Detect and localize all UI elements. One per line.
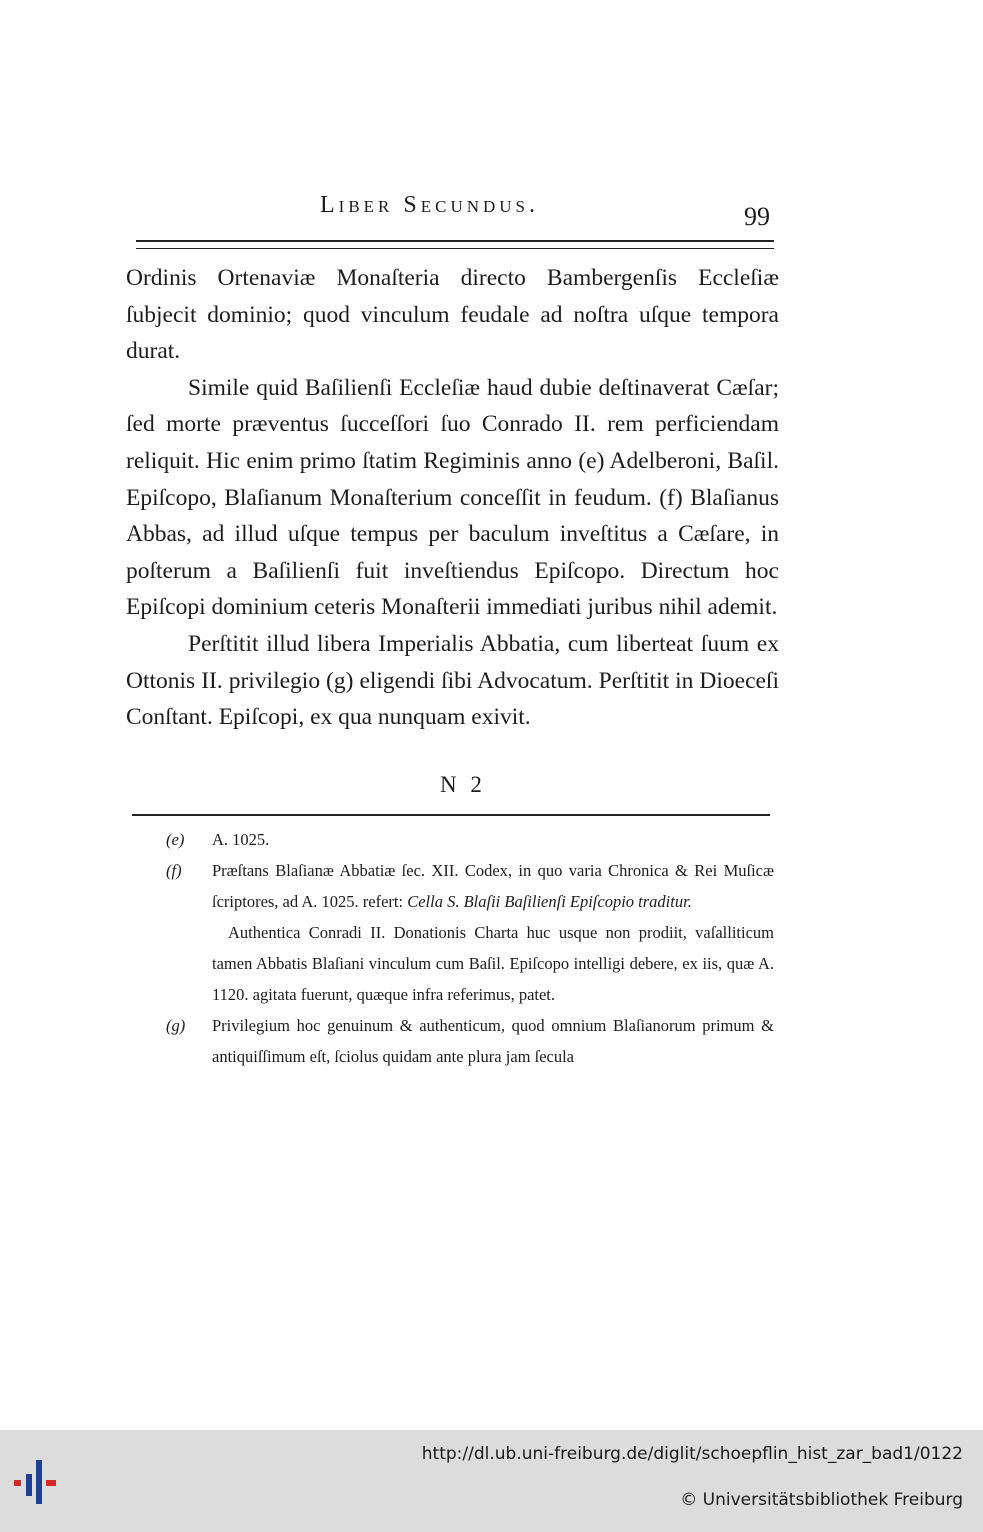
source-url-link[interactable]: http://dl.ub.uni-freiburg.de/diglit/schoepflin_hist_zar_bad1/0122 — [421, 1444, 963, 1464]
paragraph: Perſtitit illud libera Imperialis Abbatia, cum liberteat ſuum ex Ottonis II. privilegio (g) eligendi ſibi Advocatum. Perſtitit in Dioeceſi Conſtant. Epiſcopi, ex qua nunquam exivit. — [126, 630, 779, 731]
footnote-text: Præſtans Blaſianæ Abbatiæ ſec. XII. Codex, in quo varia Chronica & Rei Muſicæ ſcriptores, ad A. 1025. refert: — [212, 861, 774, 911]
header-rule — [136, 240, 774, 249]
footnote-g — [166, 1010, 774, 1072]
signature-mark: N 2 — [440, 772, 486, 797]
main-text — [126, 260, 779, 736]
footnote-continuation: Authentica Conradi II. Donationis Charta huc usque non prodiit, vaſalliticum tamen Abbatis Blaſiani vinculum cum Baſil. Epiſcopo intelligi debere, ex iis, quæ A. 1120. agitata fuerunt, quæque infra referimus, patet. — [212, 923, 774, 1004]
footnote-mark: (e) — [166, 830, 185, 849]
footnote-f — [166, 855, 774, 1010]
paragraph: Simile quid Baſilienſi Eccleſiæ haud dubie deſtinaverat Cæſar; ſed morte præventus ſucceſſori ſuo Conrado II. rem perficiendam reliquit. Hic enim primo ſtatim Regiminis anno (e) Adelberoni, Baſil. Epiſcopo, Blaſianum Monaſterium conceſſit in feudum. (f) Blaſianus Abbas, ad illud uſque tempus per baculum inveſtitus a Cæſare, in poſterum a Baſilienſi fuit inveſtiendus Epiſcopo. Directum hoc Epiſcopi dominium ceteris Monaſterii immediati juribus nihil ademit. — [126, 374, 779, 621]
footnote-text: Privilegium hoc genuinum & authenticum, quod omnium Blaſianorum primum & antiquiſſimum eſt, ſciolus quidam ante plura jam ſecula — [212, 1016, 774, 1066]
footnote-e — [166, 824, 774, 855]
copyright-text: © Universitätsbibliothek Freiburg — [680, 1490, 963, 1510]
ub-freiburg-logo-icon[interactable] — [10, 1460, 62, 1504]
footnote-mark: (g) — [166, 1016, 186, 1035]
viewer-footer — [0, 1430, 983, 1532]
footnote-quote: Cella S. Blaſii Baſilienſi Epiſcopio traditur. — [407, 892, 692, 911]
page-number: 99 — [744, 202, 770, 231]
footnote-rule — [132, 814, 770, 816]
footnote-text: A. 1025. — [212, 830, 270, 849]
running-title: Liber Secundus. — [320, 192, 540, 218]
footnotes — [166, 824, 774, 1072]
footnote-mark: (f) — [166, 861, 182, 880]
paragraph: Ordinis Ortenaviæ Monaſteria directo Bambergenſis Eccleſiæ ſubjecit dominio; quod vinculum feudale ad noſtra uſque tempora durat. — [126, 265, 779, 365]
